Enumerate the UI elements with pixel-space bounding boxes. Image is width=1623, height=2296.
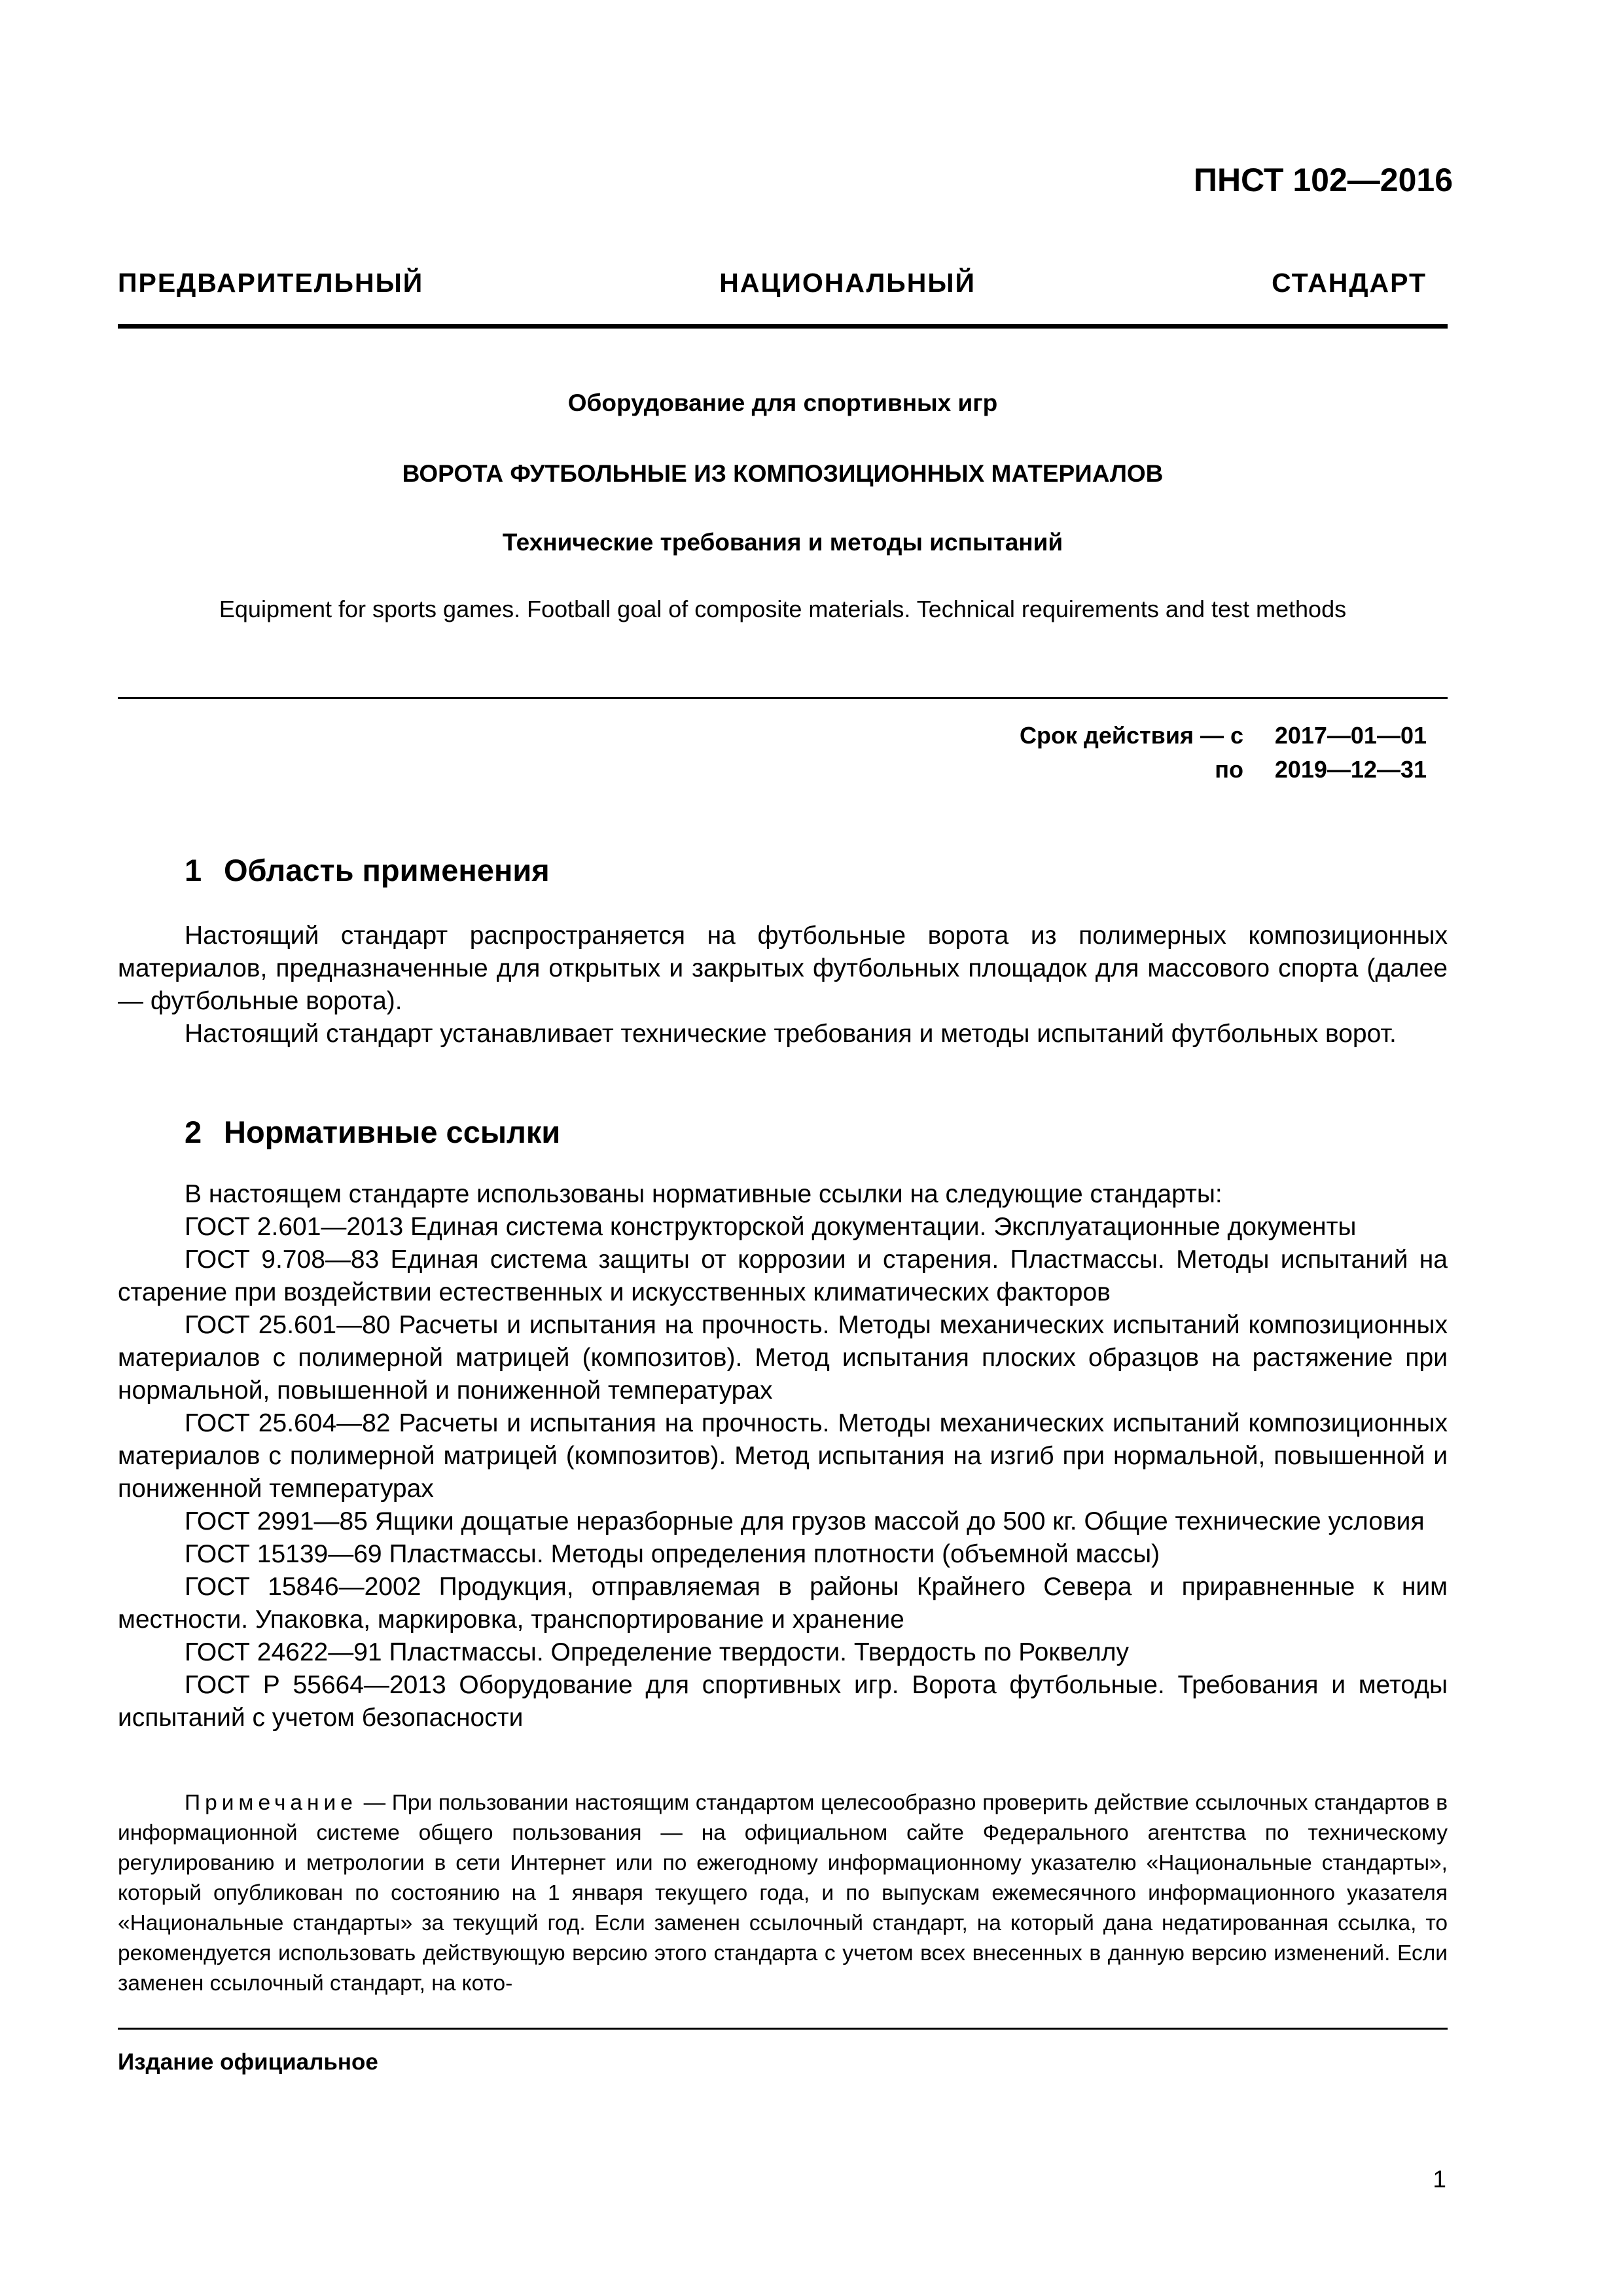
section-1-heading bbox=[185, 851, 550, 890]
paragraph: Настоящий стандарт устанавливает технические требования и методы испытаний футбольных ворот. bbox=[185, 1020, 1397, 1048]
validity-from-date: 2017—01—01 bbox=[1274, 722, 1427, 749]
title-main: ВОРОТА ФУТБОЛЬНЫЕ ИЗ КОМПОЗИЦИОННЫХ МАТЕРИАЛОВ bbox=[402, 460, 1164, 487]
reference-item: ГОСТ 2.601—2013 Единая система конструкторской документации. Эксплуатационные документы bbox=[185, 1213, 1357, 1241]
header-divider bbox=[118, 324, 1448, 329]
edition-label: Издание официальное bbox=[118, 2049, 378, 2075]
reference-item: ГОСТ 15846—2002 Продукция, отправляемая в районы Крайнего Севера и приравненные к ним местности. Упаковка, маркировка, транспортирование и хранение bbox=[118, 1573, 1448, 1634]
reference-item: ГОСТ 25.604—82 Расчеты и испытания на прочность. Методы механических испытаний композиционных материалов с полимерной матрицей (композитов). Метод испытания на изгиб при нормальной, повышенной и пониженной температурах bbox=[118, 1409, 1448, 1503]
title-category: Оборудование для спортивных игр bbox=[567, 389, 998, 416]
footer-divider bbox=[118, 2028, 1448, 2030]
page-number: 1 bbox=[1433, 2166, 1446, 2193]
document-number: ПНСТ 102—2016 bbox=[1194, 162, 1453, 198]
standard-type-heading: ПРЕДВАРИТЕЛЬНЫЙ НАЦИОНАЛЬНЫЙ СТАНДАРТ bbox=[118, 268, 1427, 298]
validity-period bbox=[851, 719, 1427, 787]
reference-item: ГОСТ 15139—69 Пластмассы. Методы определения плотности (объемной массы) bbox=[185, 1540, 1160, 1568]
section-2-body bbox=[118, 1178, 1448, 1734]
note-paragraph bbox=[118, 1788, 1448, 1999]
note-label: Примечание bbox=[185, 1791, 357, 1815]
section-1-number: 1 bbox=[185, 853, 202, 888]
section-2-title: Нормативные ссылки bbox=[224, 1115, 561, 1149]
validity-to-date: 2019—12—31 bbox=[1274, 756, 1427, 783]
paragraph: Настоящий стандарт распространяется на футбольные ворота из полимерных композиционных материалов, предназначенные для открытых и закрытых футбольных площадок для массового спорта (далее — футбольные ворота). bbox=[118, 922, 1448, 1015]
note-text: — При пользовании настоящим стандартом целесообразно проверить действие ссылочных стандартов в информационной системе общего пользования — на официальном сайте Федерального агентства по техническому регулированию и метрологии в сети Интернет или по ежегодному информационному указателю «Национальные стандарты», который опубликован по состоянию на 1 января текущего года, и по выпускам ежемесячного информационного указателя «Национальные стандарты» за текущий год. Если заменен ссылочный стандарт, на который дана недатированная ссылка, то рекомендуется использовать действующую версию этого стандарта с учетом всех внесенных в данную версию изменений. Если заменен ссылочный стандарт, на кото- bbox=[118, 1791, 1448, 1996]
reference-item: ГОСТ 25.601—80 Расчеты и испытания на прочность. Методы механических испытаний композиционных материалов с полимерной матрицей (композитов). Метод испытания плоских образцов на растяжение при нормальной, повышенной и пониженной температурах bbox=[118, 1311, 1448, 1405]
section-1-title: Область применения bbox=[224, 853, 550, 888]
section-1-body bbox=[118, 920, 1448, 1050]
validity-to bbox=[851, 753, 1427, 787]
validity-from-label: Срок действия — с bbox=[1020, 722, 1243, 749]
reference-item: ГОСТ 24622—91 Пластмассы. Определение твердости. Твердость по Роквеллу bbox=[185, 1638, 1130, 1666]
reference-item: ГОСТ 2991—85 Ящики дощатые неразборные для грузов массой до 500 кг. Общие технические условия bbox=[185, 1507, 1425, 1535]
title-subtitle: Технические требования и методы испытаний bbox=[502, 529, 1063, 556]
references-intro: В настоящем стандарте использованы нормативные ссылки на следующие стандарты: bbox=[185, 1180, 1222, 1208]
note bbox=[118, 1788, 1448, 1999]
reference-item: ГОСТ 9.708—83 Единая система защиты от коррозии и старения. Пластмассы. Методы испытаний на старение при воздействии естественных и искусственных климатических факторов bbox=[118, 1246, 1448, 1306]
validity-from bbox=[851, 719, 1427, 753]
title-divider bbox=[118, 697, 1448, 699]
reference-item: ГОСТ Р 55664—2013 Оборудование для спортивных игр. Ворота футбольные. Требования и методы испытаний с учетом безопасности bbox=[118, 1671, 1448, 1732]
section-2-heading bbox=[185, 1113, 560, 1152]
validity-to-label: по bbox=[1215, 756, 1243, 783]
title-english: Equipment for sports games. Football goal of composite materials. Technical requirements and test methods bbox=[219, 596, 1347, 622]
section-2-number: 2 bbox=[185, 1115, 202, 1149]
